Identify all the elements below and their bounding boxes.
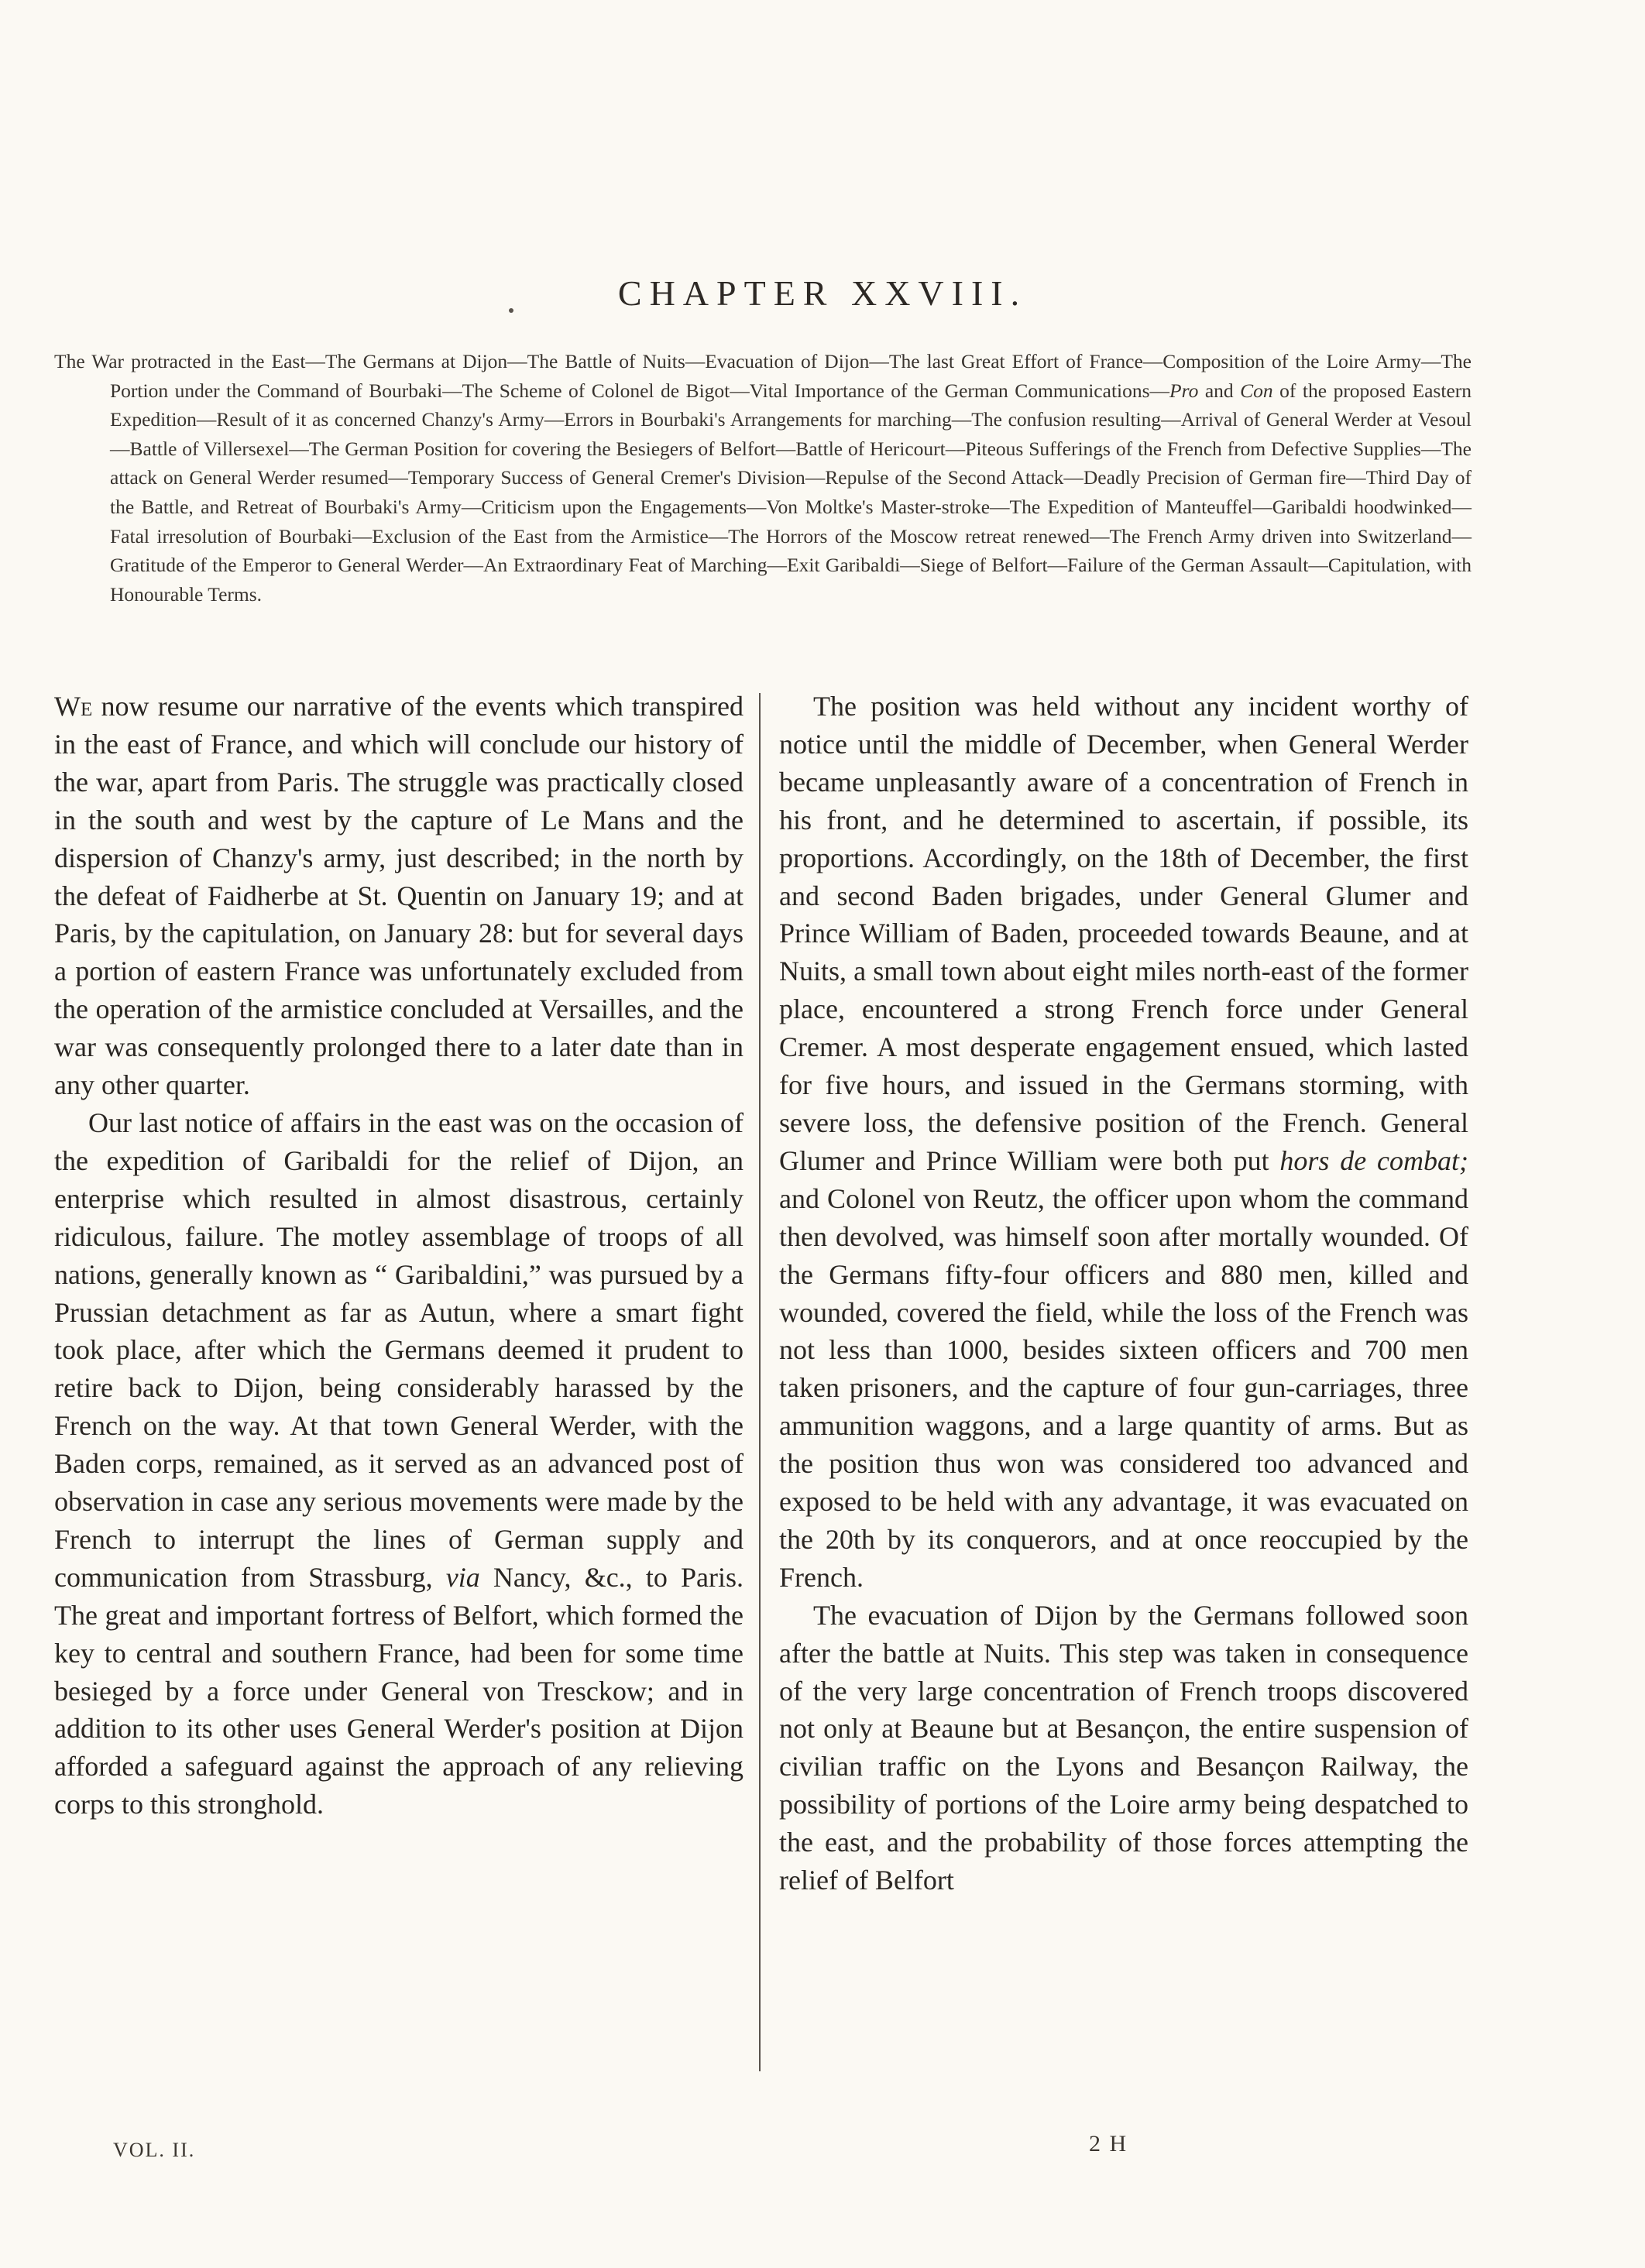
left-paragraph-1-text: now resume our narrative of the events which transpired in the east of France, and which will conclude our history of the war, apart from Paris. The struggle was practically closed in the south and west by the capture of Le Mans and the dispersion of Chanzy's army, just described; in the north by the defeat of Faidherbe at St. Quentin on January 19; and at Paris, by the capitulation, on January 28: but for several days a portion of eastern France was unfortunately excluded from the operation of the armistice concluded at Versailles, and the war was consequently prolonged there to a later date than in any other quarter. (54, 691, 744, 1101)
right-paragraph-2: The evacuation of Dijon by the Germans followed soon after the battle at Nuits. This step was taken in consequence of the very large concentration of French troops discovered not only at Beaune but at Besançon, the entire suspension of civilian traffic on the Lyons and Besançon Railway, the possibility of portions of the Loire army being despatched to the east, and the probability of those forces attempting the relief of Belfort (779, 1599, 1468, 1896)
left-column (54, 688, 744, 1824)
summary-and: and (1198, 379, 1241, 402)
chapter-title: CHAPTER XXVIII. (617, 273, 1028, 313)
summary-con: Con (1240, 379, 1273, 402)
chapter-summary (54, 347, 1472, 609)
summary-text-2: of the proposed Eastern Expedition—Result of it as concerned Chanzy's Army—Errors in Bourbaki's Arrangements for marching—The confusion resulting—Arrival of General Werder at Vesoul—Battle of Villersexel—The German Position for covering the Besiegers of Belfort—Battle of Hericourt—Piteous Sufferings of the French from Defective Supplies—The attack on General Werder resumed—Temporary Success of General Cremer's Division—Repulse of the Second Attack—Deadly Precision of German fire—Third Day of the Battle, and Retreat of Bourbaki's Army—Criticism upon the Engagements—Von Moltke's Master-stroke—The Expedition of Manteuffel—Garibaldi hoodwinked—Fatal irresolution of Bourbaki—Exclusion of the East from the Armistice—The Horrors of the Moscow retreat renewed—The French Army driven into Switzerland—Gratitude of the Emperor to General Werder—An Extraordinary Feat of Marching—Exit Garibaldi—Siege of Belfort—Failure of the German Assault—Capitulation, with Honourable Terms. (110, 379, 1472, 606)
right-column (779, 688, 1468, 1899)
italic-hors-de-combat: hors de combat; (1279, 1144, 1468, 1176)
left-paragraph-2-text-a: Our last notice of affairs in the east was on the occasion of the expedition of Garibaldi for the relief of Dijon, an enterprise which resulted in almost disastrous, certainly ridiculous, failure. The motley assemblage of troops of all nations, generally known as “ Garibaldini,” was pursued by a Prussian detachment as far as Autun, where a smart fight took place, after which the Germans deemed it prudent to retire back to Dijon, being considerably harassed by the French on the way. At that town General Werder, with the Baden corps, remained, as it served as an advanced post of observation in case any serious movements were made by the French to interrupt the lines of German supply and communication from Strassburg, (54, 1107, 744, 1593)
column-divider (759, 693, 761, 2071)
right-paragraph-1-text-b: and Colonel von Reutz, the officer upon whom the command then devolved, was himself soon after mortally wounded. Of the Germans fifty-four officers and 880 men, killed and wounded, covered the field, while the loss of the French was not less than 1000, besides sixteen officers and 700 men taken prisoners, and the capture of four gun-carriages, three ammunition waggons, and a large quantity of arms. But as the position thus won was considered too advanced and exposed to be held with any advantage, it was evacuated on the 20th by its conquerors, and at once reoccupied by the French. (779, 1182, 1468, 1593)
signature-mark: 2 H (1089, 2131, 1128, 2156)
right-paragraph-1-text-a: The position was held without any incident worthy of notice until the middle of December, when General Werder became unpleasantly aware of a concentration of French in his front, and he determined to ascertain, if possible, its proportions. Accordingly, on the 18th of December, the first and second Baden brigades, under General Glumer and Prince William of Baden, proceeded towards Beaune, and at Nuits, a small town about eight miles north-east of the former place, encountered a strong French force under General Cremer. A most desperate engagement ensued, which lasted for five hours, and issued in the Germans storming, with severe loss, the defensive position of the French. General Glumer and Prince William were both put (779, 691, 1468, 1176)
volume-label: VOL. II. (113, 2139, 196, 2161)
initial-word: We (54, 691, 93, 722)
left-paragraph-1 (54, 688, 744, 1104)
italic-via: via (445, 1561, 480, 1593)
summary-pro: Pro (1169, 379, 1199, 402)
left-paragraph-2 (54, 1104, 744, 1824)
left-paragraph-2-text-b: Nancy, &c., to Paris. The great and important fortress of Belfort, which formed the key to central and southern France, had been for some time besieged by a force under General von Tresckow; and in addition to its other uses General Werder's position at Dijon afforded a safeguard against the approach of any relieving corps to this stronghold. (54, 1561, 744, 1820)
summary-text-1: The War protracted in the East—The Germans at Dijon—The Battle of Nuits—Evacuation of Dijon—The last Great Effort of France—Composition of the Loire Army—The Portion under the Command of Bourbaki—The Scheme of Colonel de Bigot—Vital Importance of the German Communications— (54, 350, 1472, 402)
right-paragraph-1 (779, 688, 1468, 1597)
